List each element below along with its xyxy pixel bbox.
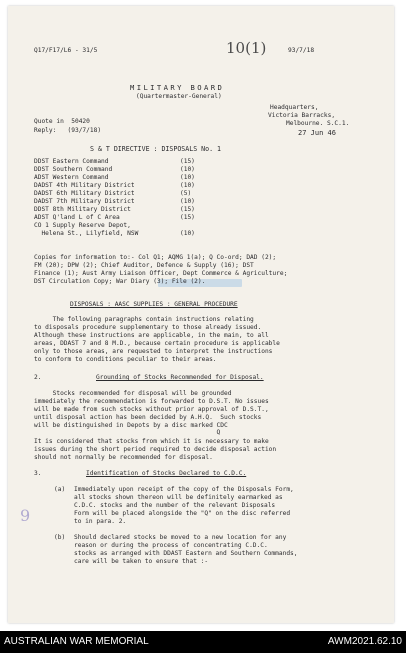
address-line: Victoria Barracks,: [268, 112, 336, 119]
distribution-copies: (5): [180, 190, 192, 197]
subparagraph-label: (a): [54, 486, 66, 493]
distribution-copies: (15): [180, 206, 195, 213]
body-line: all stocks shown thereon will be definitely earmarked as: [74, 494, 283, 501]
distribution-item: DADST 7th Military District: [34, 198, 135, 205]
body-line: Immediately upon receipt of the copy of the Disposals Form,: [74, 486, 294, 493]
document-date: 27 Jun 46: [298, 129, 336, 137]
distribution-item: CO 1 Supply Reserve Depot,: [34, 222, 131, 229]
body-line: Q: [34, 429, 221, 436]
body-line: will be made from such stocks without prior approval of D.S.T.,: [34, 406, 269, 413]
address-line: Headquarters,: [270, 104, 319, 111]
body-line: The following paragraphs contain instructions relating: [34, 316, 254, 323]
margin-pencil-mark: 9: [20, 506, 31, 525]
archive-footer: [0, 631, 406, 653]
body-line: Should declared stocks be moved to a new location for any: [74, 534, 287, 541]
body-line: Although these instructions are applicable, in the main, to all: [34, 332, 269, 339]
distribution-item: DADST 4th Military District: [34, 182, 135, 189]
distribution-copies: (10): [180, 230, 195, 237]
paragraph-heading: Grounding of Stocks Recommended for Disposal.: [96, 374, 264, 381]
distribution-copies: (10): [180, 174, 195, 181]
body-line: It is considered that stocks from which it is necessary to make: [34, 438, 269, 445]
body-line: will be distinguished in Depots by a disc marked CDC: [34, 422, 228, 429]
distribution-item: Helena St., Lilyfield, NSW: [34, 230, 139, 237]
body-line: stocks as arranged with DDAST Eastern and Southern Commands,: [74, 550, 298, 557]
handwritten-number: 10(1): [226, 39, 267, 57]
quote-reference: Quote in 50420: [34, 118, 90, 125]
body-line: immediately the recommendation is forwarded to D.S.T. No issues: [34, 398, 269, 405]
distribution-copies: (15): [180, 158, 195, 165]
body-line: issues during the short period required to decide disposal action: [34, 446, 277, 453]
body-line: reason or during the process of concentrating C.D.C.: [74, 542, 268, 549]
paragraph-number: 2.: [34, 374, 42, 381]
body-line: care will be taken to ensure that :-: [74, 558, 209, 565]
section-heading: DISPOSALS : AASC SUPPLIES : GENERAL PROCEDURE: [70, 301, 238, 308]
address-line: Melbourne. S.C.1.: [286, 120, 350, 127]
body-line: to conform to conditions peculiar to their areas.: [34, 356, 217, 363]
institution-name: AUSTRALIAN WAR MEMORIAL: [4, 636, 149, 647]
distribution-item: DADST 6th Military District: [34, 190, 135, 197]
distribution-copies: (15): [180, 214, 195, 221]
distribution-copies: (10): [180, 182, 195, 189]
distribution-item: DDST Southern Command: [34, 166, 113, 173]
distribution-item: ADST Western Command: [34, 174, 109, 181]
document-title: MILITARY BOARD: [130, 83, 225, 92]
body-line: to in para. 2.: [74, 518, 127, 525]
distribution-copies: (10): [180, 166, 195, 173]
copies-line: Copies for information to:- Col Q1; AQMG 1(a); Q Co-ord; DAD (2);: [34, 254, 277, 261]
reference-left: Q17/F17/L6 - 31/5: [34, 47, 98, 54]
reference-right: 93/7/18: [288, 47, 315, 54]
copies-line: FM (20); DPW (2); Chief Auditor, Defence & Supply (16); DST: [34, 262, 254, 269]
body-line: areas, DDAST 7 and 8 M.D., because certain procedure is applicable: [34, 340, 280, 347]
paragraph-number: 3.: [34, 470, 42, 477]
body-line: only to those areas, are requested to interpret the instructions: [34, 348, 273, 355]
paragraph-heading: Identification of Stocks Declared to C.D.C.: [86, 470, 247, 477]
copies-line: Finance (1); Aust Army Liaison Officer, Dept Commerce & Agriculture;: [34, 270, 288, 277]
accession-number: AWM2021.62.10: [327, 636, 402, 647]
reply-reference: Reply: (93/7/18): [34, 127, 102, 134]
document-subtitle: (Quartermaster-General): [136, 93, 222, 100]
body-line: should not normally be recommended for disposal.: [34, 454, 213, 461]
body-line: C.D.C. stocks and the number of the relevant Disposals: [74, 502, 276, 509]
distribution-item: ADST Q'land L of C Area: [34, 214, 120, 221]
body-line: Stocks recommended for disposal will be grounded: [34, 390, 232, 397]
distribution-item: DDST Eastern Command: [34, 158, 109, 165]
distribution-item: DDST 8th Military District: [34, 206, 131, 213]
subparagraph-label: (b): [54, 534, 66, 541]
distribution-copies: (10): [180, 198, 195, 205]
document-page: [8, 6, 394, 623]
body-line: Form will be placed alongside the "Q" on the disc referred: [74, 510, 291, 517]
copies-line: DST Circulation Copy; War Diary (3); File (2).: [34, 278, 206, 285]
body-line: until disposal action has been decided by A.H.Q. Such stocks: [34, 414, 262, 421]
body-line: to disposals procedure supplementary to those already issued.: [34, 324, 262, 331]
directive-heading: S & T DIRECTIVE : DISPOSALS No. 1: [90, 145, 222, 153]
